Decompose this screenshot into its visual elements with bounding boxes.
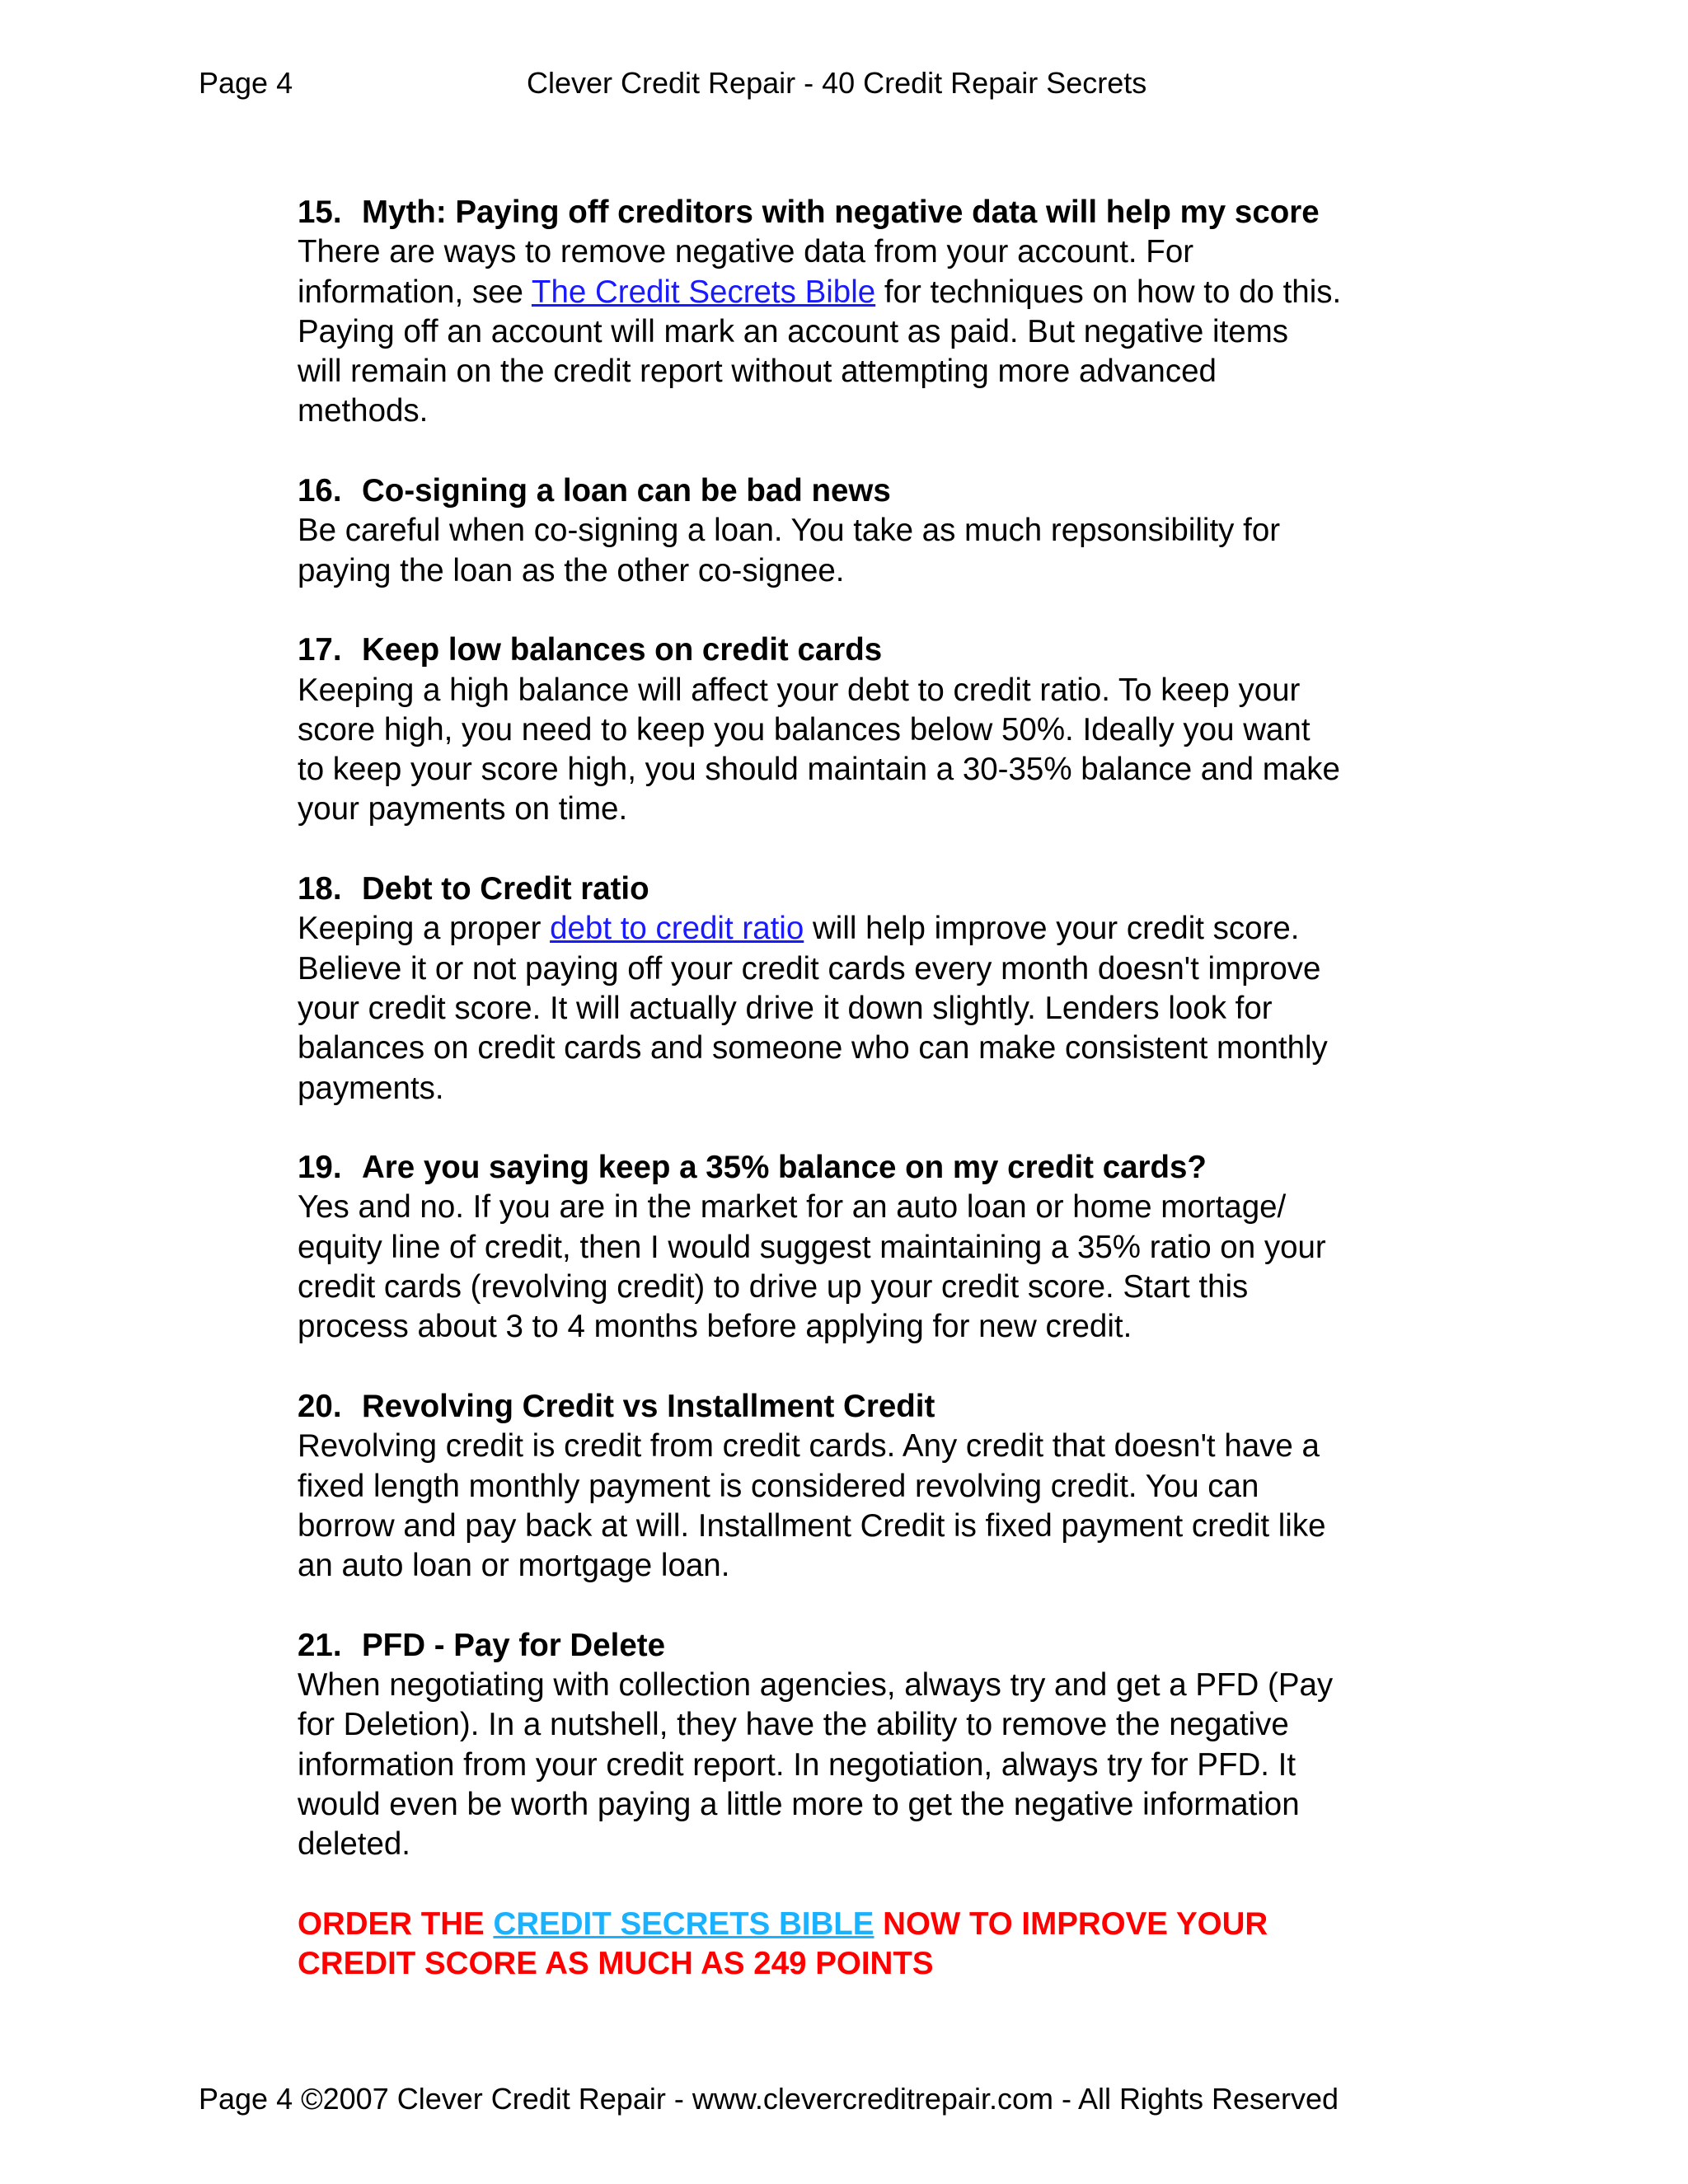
page-header xyxy=(199,63,1484,104)
body-text: for techniques on how to do this. xyxy=(875,274,1342,310)
body-line: paying the loan as the other co-signee. xyxy=(298,552,845,588)
body-line: score high, you need to keep you balances below 50%. Ideally you want xyxy=(298,711,1311,748)
debt-to-credit-ratio-link[interactable]: debt to credit ratio xyxy=(550,911,804,947)
section-number: 19. xyxy=(298,1150,342,1186)
section-number: 16. xyxy=(298,473,342,509)
body-line: fixed length monthly payment is considered revolving credit. You can xyxy=(298,1468,1259,1504)
section-body xyxy=(298,1427,1418,1586)
order-call-to-action xyxy=(298,1905,1418,1985)
body-line: Yes and no. If you are in the market for an auto loan or home mortage/ xyxy=(298,1189,1287,1226)
section-heading xyxy=(298,1387,1418,1427)
cta-line xyxy=(298,1905,1418,1944)
body-line: would even be worth paying a little more to get the negative information xyxy=(298,1786,1300,1822)
header-page-number: Page 4 xyxy=(199,66,293,100)
body-line: Revolving credit is credit from credit cards. Any credit that doesn't have a xyxy=(298,1428,1320,1465)
section-number: 20. xyxy=(298,1388,342,1424)
body-line: Paying off an account will mark an account as paid. But negative items xyxy=(298,313,1289,349)
section-title: Myth: Paying off creditors with negative data will help my score xyxy=(362,194,1320,230)
body-line: deleted. xyxy=(298,1826,411,1863)
section-title: Are you saying keep a 35% balance on my credit cards? xyxy=(362,1150,1207,1186)
section-title: Co-signing a loan can be bad news xyxy=(362,473,891,509)
cta-text: NOW TO IMPROVE YOUR xyxy=(874,1905,1268,1942)
section-body xyxy=(298,909,1418,1108)
body-line: borrow and pay back at will. Installment Credit is fixed payment credit like xyxy=(298,1507,1326,1544)
body-text: information, see xyxy=(298,274,532,310)
body-line: for Deletion). In a nutshell, they have the ability to remove the negative xyxy=(298,1707,1289,1743)
section-15 xyxy=(298,193,1418,432)
section-heading xyxy=(298,869,1418,909)
section-body xyxy=(298,511,1418,591)
body-line: your credit score. It will actually drive it down slightly. Lenders look for xyxy=(298,990,1273,1026)
section-title: Revolving Credit vs Installment Credit xyxy=(362,1388,935,1424)
body-line: your payments on time. xyxy=(298,791,628,827)
body-line: balances on credit cards and someone who can make consistent monthly xyxy=(298,1030,1328,1066)
section-20 xyxy=(298,1387,1418,1586)
body-line: equity line of credit, then I would suggest maintaining a 35% ratio on your xyxy=(298,1229,1326,1265)
body-line: When negotiating with collection agencies, always try and get a PFD (Pay xyxy=(298,1666,1334,1703)
section-21 xyxy=(298,1626,1418,1865)
section-number: 21. xyxy=(298,1627,342,1663)
section-number: 17. xyxy=(298,632,342,668)
document-body xyxy=(298,193,1418,1984)
section-17 xyxy=(298,630,1418,829)
body-line: will remain on the credit report without attempting more advanced xyxy=(298,354,1217,390)
body-line: process about 3 to 4 months before applying for new credit. xyxy=(298,1309,1132,1345)
body-text: will help improve your credit score. xyxy=(804,911,1300,947)
section-title: Keep low balances on credit cards xyxy=(362,632,883,668)
section-body xyxy=(298,1188,1418,1347)
body-line: payments. xyxy=(298,1070,444,1106)
section-number: 15. xyxy=(298,194,342,230)
section-heading xyxy=(298,630,1418,670)
section-heading xyxy=(298,1626,1418,1666)
section-body xyxy=(298,1666,1418,1864)
section-body xyxy=(298,232,1418,431)
section-title: PFD - Pay for Delete xyxy=(362,1627,665,1663)
page-footer: Page 4 ©2007 Clever Credit Repair - www.clevercreditrepair.com - All Rights Reserved xyxy=(199,2082,1339,2116)
body-line: information from your credit report. In negotiation, always try for PFD. It xyxy=(298,1746,1296,1783)
body-line: credit cards (revolving credit) to drive up your credit score. Start this xyxy=(298,1269,1249,1305)
section-heading xyxy=(298,471,1418,511)
body-line: an auto loan or mortgage loan. xyxy=(298,1548,730,1584)
section-title: Debt to Credit ratio xyxy=(362,871,649,907)
body-text: Keeping a proper xyxy=(298,911,551,947)
body-line: to keep your score high, you should maintain a 30-35% balance and make xyxy=(298,752,1340,788)
cta-line: CREDIT SCORE AS MUCH AS 249 POINTS xyxy=(298,1946,934,1982)
body-line: methods. xyxy=(298,393,429,429)
credit-secrets-bible-link[interactable]: The Credit Secrets Bible xyxy=(531,274,876,310)
body-line: Keeping a high balance will affect your debt to credit ratio. To keep your xyxy=(298,672,1301,708)
section-body xyxy=(298,671,1418,830)
order-credit-secrets-bible-link[interactable]: CREDIT SECRETS BIBLE xyxy=(493,1905,874,1942)
section-16 xyxy=(298,471,1418,591)
body-line: Be careful when co-signing a loan. You take as much repsonsibility for xyxy=(298,513,1281,549)
body-line: Believe it or not paying off your credit cards every month doesn't improve xyxy=(298,950,1321,987)
cta-text: ORDER THE xyxy=(298,1905,494,1942)
body-line: There are ways to remove negative data from your account. For xyxy=(298,234,1194,270)
body-line xyxy=(298,909,1418,949)
header-document-title: Clever Credit Repair - 40 Credit Repair Secrets xyxy=(527,66,1147,100)
section-heading xyxy=(298,1148,1418,1188)
body-line xyxy=(298,273,1418,312)
section-heading xyxy=(298,193,1418,232)
section-19 xyxy=(298,1148,1418,1347)
section-number: 18. xyxy=(298,871,342,907)
section-18 xyxy=(298,869,1418,1108)
